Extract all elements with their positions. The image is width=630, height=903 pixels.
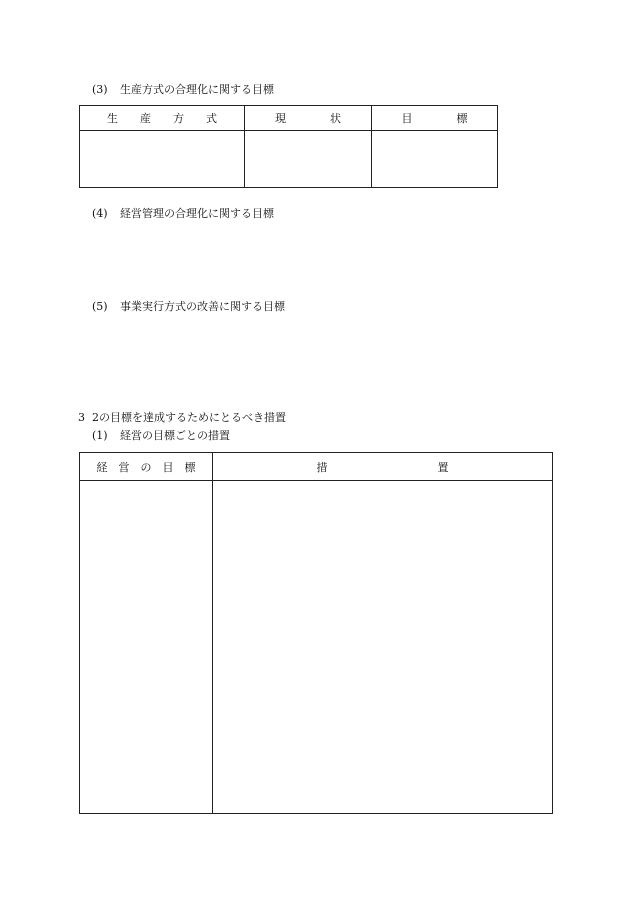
heading-management-rationalization [92, 207, 274, 221]
heading-number: (1) [92, 429, 108, 442]
heading-number: (5) [92, 300, 108, 313]
heading-business-execution [92, 300, 285, 314]
cell-current-status [245, 131, 372, 188]
production-method-table [79, 105, 498, 188]
heading-text: 生産方式の合理化に関する目標 [120, 83, 274, 96]
measures-table [79, 452, 553, 814]
table-header-row [80, 453, 553, 481]
header-current-status: 現 状 [245, 106, 372, 131]
heading-number: 3 [78, 411, 85, 424]
heading-number: (4) [92, 207, 108, 220]
heading-text: 2の目標を達成するためにとるべき措置 [92, 411, 286, 424]
cell-measures [213, 481, 553, 814]
header-management-goal: 経 営 の 目 標 [80, 453, 213, 481]
cell-production-method [80, 131, 245, 188]
cell-management-goal [80, 481, 213, 814]
heading-text: 経営管理の合理化に関する目標 [120, 207, 274, 220]
heading-measures-per-goal [92, 429, 230, 443]
heading-text: 経営の目標ごとの措置 [120, 429, 230, 442]
heading-measures [78, 411, 286, 425]
table-row [80, 131, 498, 188]
table-row [80, 481, 553, 814]
heading-text: 事業実行方式の改善に関する目標 [120, 300, 285, 313]
header-production-method: 生 産 方 式 [80, 106, 245, 131]
header-measures: 措 置 [213, 453, 553, 481]
heading-production-method [92, 83, 274, 97]
table-header-row [80, 106, 498, 131]
heading-number: (3) [92, 83, 108, 96]
header-target: 目 標 [372, 106, 498, 131]
cell-target [372, 131, 498, 188]
